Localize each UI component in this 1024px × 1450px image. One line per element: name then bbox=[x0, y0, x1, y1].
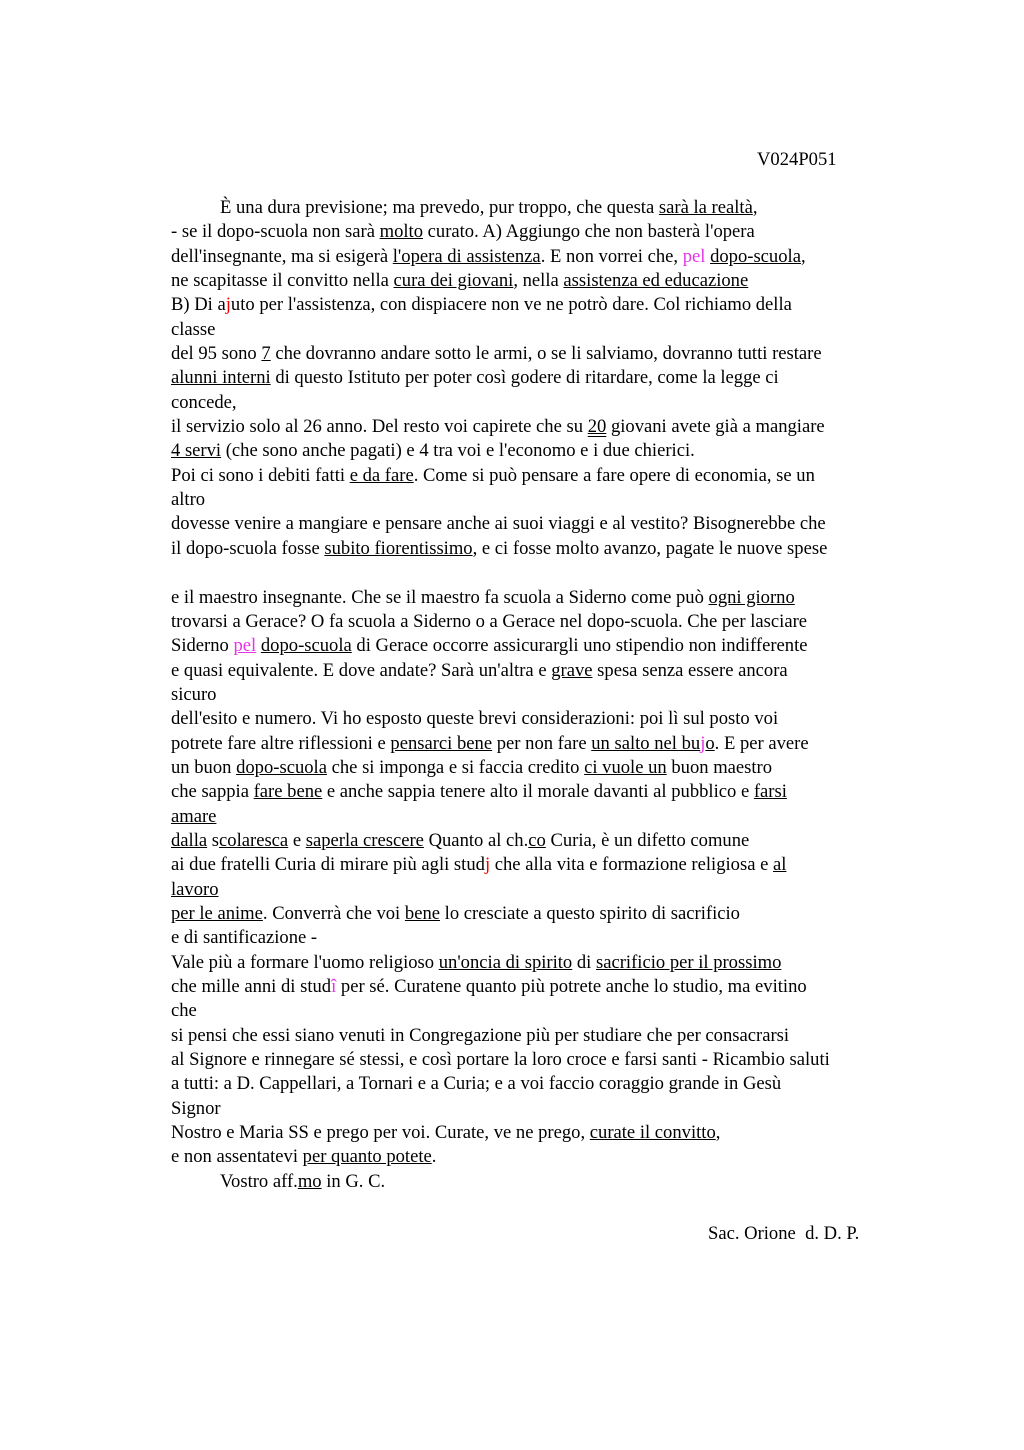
text-line bbox=[171, 245, 911, 269]
marked-text: 7 bbox=[261, 343, 271, 365]
marked-text: ci vuole un bbox=[584, 756, 667, 778]
text-line bbox=[171, 756, 911, 780]
signature: Sac. Orione d. D. P. bbox=[708, 1223, 860, 1244]
marked-text: j bbox=[225, 294, 231, 316]
marked-text: î bbox=[331, 976, 337, 997]
text-run: Vostro aff. bbox=[220, 1170, 298, 1192]
text-run: Quanto al ch. bbox=[423, 829, 529, 851]
text-line bbox=[171, 1170, 911, 1194]
text-run: È una dura previsione; ma prevedo, pur troppo, che questa bbox=[220, 197, 659, 218]
text-run: altro bbox=[171, 489, 206, 511]
marked-text: grave bbox=[551, 659, 593, 681]
text-line bbox=[171, 1048, 911, 1072]
text-line bbox=[171, 659, 911, 683]
text-run: Nostro e Maria SS e prego per voi. Curate, ve ne prego, bbox=[171, 1122, 590, 1144]
text-run: di bbox=[572, 951, 596, 973]
marked-text: dopo-scuola bbox=[236, 756, 327, 778]
text-line bbox=[171, 878, 911, 902]
marked-text: co bbox=[528, 829, 546, 851]
text-run: dovesse venire a mangiare e pensare anche ai suoi viaggi e al vestito? Bisognerebbe che bbox=[171, 513, 826, 535]
text-line bbox=[171, 1072, 911, 1096]
text-run: di Gerace occorre assicurargli uno stipendio non indifferente bbox=[351, 635, 808, 657]
text-line bbox=[171, 1024, 911, 1048]
text-line bbox=[171, 853, 911, 877]
text-run: . bbox=[431, 1146, 437, 1168]
text-line bbox=[171, 902, 911, 926]
marked-text: lavoro bbox=[171, 878, 219, 900]
text-run: giovani avete già a mangiare bbox=[606, 416, 825, 438]
text-line bbox=[171, 732, 911, 756]
text-line bbox=[171, 634, 911, 658]
text-line bbox=[171, 220, 911, 244]
text-run: e bbox=[288, 829, 306, 851]
text-run: e di santificazione - bbox=[171, 927, 318, 949]
letter-body bbox=[171, 196, 911, 1194]
marked-text: j bbox=[484, 854, 491, 876]
marked-text: dopo-scuola bbox=[260, 635, 352, 657]
text-line bbox=[171, 1145, 911, 1169]
text-line bbox=[171, 196, 911, 220]
text-line bbox=[171, 1121, 911, 1145]
text-line bbox=[171, 975, 911, 999]
text-line bbox=[171, 415, 911, 439]
marked-text: al bbox=[773, 854, 787, 876]
text-run: s bbox=[207, 829, 220, 851]
text-line bbox=[171, 537, 911, 561]
text-line bbox=[171, 488, 911, 512]
text-run: potrete fare altre riflessioni e bbox=[171, 732, 391, 754]
text-line bbox=[171, 951, 911, 975]
text-run: si pensi che essi siano venuti in Congregazione più per studiare che per consacrarsi bbox=[171, 1024, 790, 1046]
marked-text: pensarci bene bbox=[390, 732, 493, 754]
text-run: B) Di a bbox=[171, 294, 226, 316]
text-line bbox=[171, 926, 911, 950]
text-run: il servizio solo al 26 anno. Del resto voi capirete che su bbox=[171, 416, 588, 438]
marked-text: pel bbox=[233, 635, 257, 657]
text-run: a tutti: a D. Cappellari, a Tornari e a Curia; e a voi faccio coraggio grande in Gesù bbox=[171, 1073, 782, 1095]
marked-text: farsi bbox=[753, 781, 787, 803]
marked-text: assistenza ed educazione bbox=[563, 270, 749, 292]
text-run: uto per l'assistenza, con dispiacere non ve ne potrò dare. Col richiamo della bbox=[230, 294, 792, 316]
marked-text: per quanto potete bbox=[302, 1146, 432, 1168]
text-run: , nella bbox=[513, 270, 564, 292]
marked-text: fare bene bbox=[253, 781, 323, 803]
text-line bbox=[171, 512, 911, 536]
text-run: lo cresciate a questo spirito di sacrificio bbox=[440, 902, 740, 924]
text-run: spesa senza essere ancora bbox=[592, 659, 788, 681]
text-line bbox=[171, 707, 911, 731]
marked-text: mo bbox=[297, 1170, 322, 1192]
text-run: al Signore e rinnegare sé stessi, e così portare la loro croce e farsi santi - Ricambio saluti bbox=[171, 1049, 830, 1071]
text-line bbox=[171, 780, 911, 804]
text-line bbox=[171, 318, 911, 342]
text-run: per non fare bbox=[492, 732, 592, 754]
text-run: trovarsi a Gerace? O fa scuola a Siderno o a Gerace nel dopo-scuola. Che per lasciare bbox=[171, 610, 808, 632]
text-line bbox=[171, 391, 911, 415]
text-run: e anche sappia tenere alto il morale davanti al pubblico e bbox=[322, 781, 754, 803]
text-run: per sé. Curatene quanto più potrete anche lo studio, ma evitino bbox=[336, 976, 807, 997]
marked-text: saperla crescere bbox=[305, 829, 424, 851]
text-line bbox=[171, 366, 911, 390]
marked-text: cura dei giovani bbox=[393, 270, 514, 292]
text-run: che si imponga e si faccia credito bbox=[326, 756, 585, 778]
text-line bbox=[171, 586, 911, 610]
page-code: V024P051 bbox=[757, 149, 837, 170]
text-line bbox=[171, 269, 911, 293]
text-line bbox=[171, 999, 911, 1023]
text-run: . Converrà che voi bbox=[262, 902, 405, 924]
text-line bbox=[171, 293, 911, 317]
text-run: Curia, è un difetto comune bbox=[545, 829, 750, 851]
text-run: buon maestro bbox=[666, 756, 773, 778]
text-run: classe bbox=[171, 318, 216, 340]
text-run: . E non vorrei che, bbox=[540, 245, 683, 267]
text-run: di questo Istituto per poter così godere di ritardare, come la legge ci bbox=[270, 367, 779, 389]
text-run: che bbox=[171, 1000, 197, 1022]
text-run: in G. C. bbox=[321, 1170, 386, 1192]
text-line bbox=[171, 342, 911, 366]
marked-text: o bbox=[705, 732, 715, 754]
text-run: Poi ci sono i debiti fatti bbox=[171, 464, 350, 486]
marked-text: e da fare bbox=[349, 464, 414, 486]
text-run: che dovranno andare sotto le armi, o se li salviamo, dovranno tutti restare bbox=[270, 343, 822, 365]
marked-text: colaresca bbox=[219, 829, 289, 851]
text-line bbox=[171, 829, 911, 853]
marked-text: subito fiorentissimo bbox=[324, 537, 473, 559]
marked-text: dopo-scuola bbox=[710, 245, 801, 267]
marked-text: 20 bbox=[587, 416, 607, 438]
text-run: curato. A) Aggiungo che non basterà l'opera bbox=[423, 221, 755, 243]
marked-text: amare bbox=[171, 805, 217, 827]
text-run: Signor bbox=[171, 1097, 221, 1119]
text-run: che alla vita e formazione religiosa e bbox=[490, 854, 774, 876]
text-line bbox=[171, 683, 911, 707]
text-line bbox=[171, 805, 911, 829]
text-run: che mille anni di stud bbox=[171, 976, 332, 997]
marked-text: dalla bbox=[171, 829, 208, 851]
text-line bbox=[171, 1097, 911, 1121]
text-line bbox=[171, 464, 911, 488]
text-run: . E per avere bbox=[714, 732, 809, 754]
text-line bbox=[171, 610, 911, 634]
text-run: (che sono anche pagati) e 4 tra voi e l'economo e i due chierici. bbox=[221, 440, 695, 462]
text-run: , e ci fosse molto avanzo, pagate le nuove spese bbox=[472, 537, 828, 559]
text-run: il dopo-scuola fosse bbox=[171, 537, 325, 559]
marked-text: un'oncia di spirito bbox=[438, 951, 573, 973]
marked-text: l'opera di assistenza bbox=[392, 245, 541, 267]
marked-text: un salto nel bu bbox=[591, 732, 701, 754]
marked-text: 4 servi bbox=[171, 440, 222, 462]
marked-text: molto bbox=[379, 221, 423, 243]
text-run: un buon bbox=[171, 756, 237, 778]
text-run: del 95 sono bbox=[171, 343, 262, 365]
marked-text: per le anime bbox=[171, 902, 263, 924]
marked-text: ogni giorno bbox=[708, 586, 795, 608]
text-line bbox=[171, 439, 911, 463]
text-run: Vale più a formare l'uomo religioso bbox=[171, 951, 439, 973]
marked-text: alunni interni bbox=[171, 367, 271, 389]
text-run: che sappia bbox=[171, 781, 254, 803]
marked-text: sarà la realtà bbox=[658, 197, 753, 218]
text-run: sicuro bbox=[171, 683, 217, 705]
text-run: , bbox=[800, 245, 806, 267]
text-run: concede, bbox=[171, 391, 237, 413]
marked-text: curate il convitto bbox=[589, 1122, 716, 1144]
text-run: . Come si può pensare a fare opere di economia, se un bbox=[413, 464, 815, 486]
marked-text: pel bbox=[682, 245, 706, 267]
text-run: e quasi equivalente. E dove andate? Sarà un'altra e bbox=[171, 659, 552, 681]
text-run: dell'esito e numero. Vi ho esposto queste brevi considerazioni: poi lì sul posto voi bbox=[171, 708, 779, 730]
text-run: dell'insegnante, ma si esigerà bbox=[171, 245, 393, 267]
text-run: , bbox=[715, 1122, 721, 1144]
text-run: ai due fratelli Curia di mirare più agli stud bbox=[171, 854, 485, 876]
marked-text: j bbox=[700, 732, 706, 754]
text-run: , bbox=[752, 197, 758, 218]
marked-text: bene bbox=[404, 902, 440, 924]
text-run: e non assentatevi bbox=[171, 1146, 303, 1168]
text-run: ne scapitasse il convitto nella bbox=[171, 270, 394, 292]
text-line bbox=[171, 561, 911, 585]
text-run: e il maestro insegnante. Che se il maestro fa scuola a Siderno come può bbox=[171, 586, 709, 608]
marked-text: sacrificio per il prossimo bbox=[596, 951, 782, 973]
text-run: - se il dopo-scuola non sarà bbox=[171, 221, 380, 243]
text-run: Siderno bbox=[171, 635, 234, 657]
